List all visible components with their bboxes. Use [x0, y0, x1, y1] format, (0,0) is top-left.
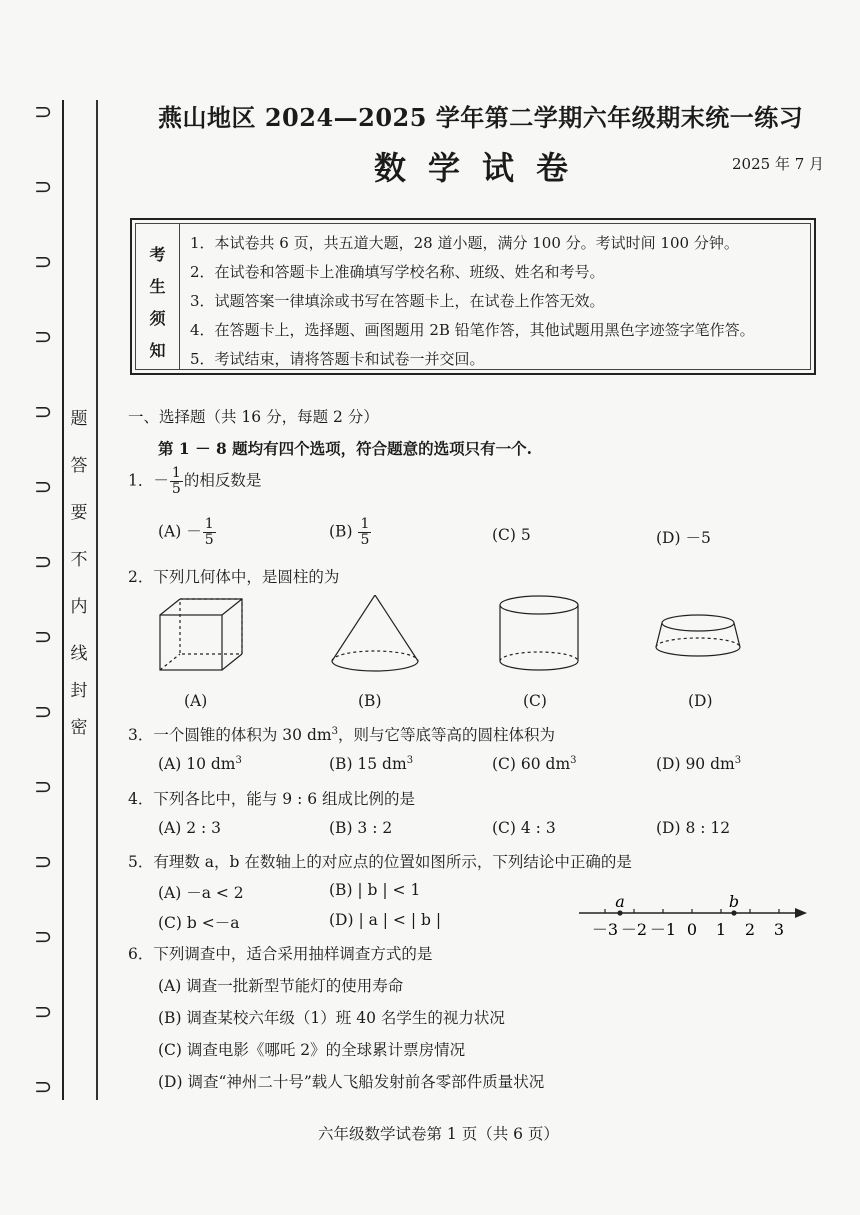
superscript: 3: [406, 755, 414, 766]
tick-label: 1: [715, 920, 727, 939]
question-1-stem: [128, 466, 261, 497]
notice-heading-char: 生: [149, 277, 166, 296]
cone-figure: [332, 595, 418, 671]
binding-hole-mark: ⊃: [34, 1000, 53, 1025]
notice-heading-char: 须: [149, 309, 166, 328]
question-4-stem: 4．下列各比中，能与 9 : 6 组成比例的是: [128, 790, 416, 808]
notice-item: 4．在答题卡上，选择题、画图题用 2B 铅笔作答，其他试题用黑色字迹签字笔作答。: [190, 321, 755, 339]
question-3-stem: [128, 723, 555, 745]
exam-subtitle: 数学试卷: [374, 149, 591, 187]
superscript: 3: [331, 725, 338, 737]
option-text: (D) 90 dm: [656, 755, 735, 774]
fraction-denominator: 5: [204, 532, 214, 548]
question-text: 的相反数是: [183, 471, 262, 490]
figure-label-a: (A): [184, 692, 208, 710]
minus-sign: －: [153, 471, 169, 490]
question-number: 1．: [128, 471, 154, 490]
binding-line-inner: [96, 100, 98, 1100]
q4-option-a: (A) 2 : 3: [158, 819, 222, 837]
binding-hole-mark: ⊃: [34, 925, 53, 950]
binding-hole-mark: ⊃: [34, 700, 53, 725]
q6-option-d: (D) 调查“神州二十号”载人飞船发射前各零部件质量状况: [158, 1073, 545, 1091]
number-line: [575, 893, 815, 943]
q3-option-d: [656, 755, 741, 773]
fraction-numerator: 1: [171, 465, 181, 481]
binding-hole-mark: ⊃: [34, 775, 53, 800]
minus-sign: －: [186, 522, 202, 541]
fraction: [203, 517, 216, 548]
exam-title: 燕山地区 2024—2025 学年第二学期六年级期末统一练习: [158, 103, 804, 132]
notice-heading-char: 考: [149, 245, 166, 264]
seal-char: 答: [70, 456, 88, 476]
geometry-figures: [150, 595, 770, 685]
binding-hole-mark: ⊃: [34, 400, 53, 425]
superscript: 3: [235, 755, 242, 766]
binding-hole-mark: ⊃: [34, 250, 53, 275]
figure-label-d: (D): [688, 692, 713, 710]
q5-option-d: (D) | a | < | b |: [329, 911, 442, 929]
notice-item: 5．考试结束，请将答题卡和试卷一并交回。: [190, 350, 485, 368]
notice-heading-char: 知: [149, 341, 166, 360]
binding-hole-mark: ⊃: [34, 325, 53, 350]
number-line-arrow: [795, 908, 807, 918]
notice-box: [130, 218, 816, 375]
superscript: 3: [734, 755, 742, 766]
binding-line-outer: [62, 100, 64, 1100]
q3-option-a: [158, 755, 242, 773]
q4-option-c: (C) 4 : 3: [492, 819, 556, 837]
section-instruction: 第 1 － 8 题均有四个选项，符合题意的选项只有一个.: [158, 439, 533, 458]
question-6-stem: 6．下列调查中，适合采用抽样调查方式的是: [128, 945, 433, 963]
binding-hole-mark: ⊃: [34, 175, 53, 200]
frustum-figure: [656, 615, 740, 656]
point-b-label: b: [728, 893, 740, 911]
number-line-labels: [592, 920, 784, 939]
seal-char: 不: [70, 550, 88, 570]
fraction: [358, 517, 371, 548]
point-a: [617, 910, 622, 915]
figure-label-b: (B): [358, 692, 382, 710]
fraction-numerator: 1: [360, 516, 370, 532]
seal-char: 要: [70, 503, 88, 523]
q1-option-d: (D) －5: [656, 529, 711, 547]
tick-label: 0: [686, 920, 698, 939]
q1-option-a: [158, 517, 217, 548]
seal-char: 线: [70, 644, 88, 664]
tick-label: 3: [773, 920, 785, 939]
q3-option-b: [329, 755, 413, 773]
binding-hole-mark: ⊃: [34, 100, 53, 125]
fraction-numerator: 1: [204, 516, 214, 532]
option-text: (C) 60 dm: [492, 755, 571, 774]
exam-date: 2025 年 7 月: [732, 155, 825, 173]
question-text: ，则与它等底等高的圆柱体积为: [337, 726, 555, 744]
notice-item: 3．试题答案一律填涂或书写在答题卡上，在试卷上作答无效。: [190, 292, 605, 310]
question-5-stem: 5．有理数 a，b 在数轴上的对应点的位置如图所示，下列结论中正确的是: [128, 853, 632, 871]
cylinder-figure: [500, 596, 578, 670]
fraction: [170, 466, 183, 497]
page-footer: 六年级数学试卷第 1 页（共 6 页）: [318, 1125, 559, 1143]
q3-option-c: [492, 755, 577, 773]
superscript: 3: [570, 755, 577, 766]
q5-option-a: (A) －a < 2: [158, 884, 244, 902]
tick-label: －3: [591, 920, 619, 939]
seal-char: 封: [70, 681, 88, 701]
tick-label: 2: [744, 920, 756, 939]
binding-hole-mark: ⊃: [34, 1075, 53, 1100]
point-a-label: a: [615, 893, 625, 911]
option-text: (B) 15 dm: [329, 755, 407, 774]
figure-label-c: (C): [523, 692, 547, 710]
q6-option-b: (B) 调查某校六年级（1）班 40 名学生的视力状况: [158, 1009, 505, 1027]
seal-char: 密: [70, 718, 88, 738]
binding-hole-mark: ⊃: [34, 550, 53, 575]
cube-figure: [160, 599, 242, 670]
fraction-denominator: 5: [171, 481, 181, 497]
option-label: (A): [158, 522, 182, 541]
seal-char: 题: [70, 409, 88, 429]
notice-item: 1．本试卷共 6 页，共五道大题，28 道小题，满分 100 分。考试时间 100 分钟。: [190, 234, 739, 252]
q1-option-b: [329, 517, 372, 548]
notice-item: 2．在试卷和答题卡上准确填写学校名称、班级、姓名和考号。: [190, 263, 605, 281]
q4-option-d: (D) 8 : 12: [656, 819, 731, 837]
q5-option-b: (B) | b | < 1: [329, 881, 421, 899]
question-text: 3．一个圆锥的体积为 30 dm: [128, 726, 332, 744]
section-title: 一、选择题（共 16 分，每题 2 分）: [128, 408, 379, 426]
binding-hole-mark: ⊃: [34, 475, 53, 500]
q1-option-c: (C) 5: [492, 526, 531, 544]
q4-option-b: (B) 3 : 2: [329, 819, 393, 837]
q6-option-a: (A) 调查一批新型节能灯的使用寿命: [158, 977, 404, 995]
question-2-stem: 2．下列几何体中，是圆柱的为: [128, 568, 340, 586]
tick-label: －2: [620, 920, 648, 939]
option-text: (A) 10 dm: [158, 755, 236, 774]
binding-hole-mark: ⊃: [34, 625, 53, 650]
tick-label: －1: [649, 920, 677, 939]
fraction-denominator: 5: [360, 532, 370, 548]
q6-option-c: (C) 调查电影《哪吒 2》的全球累计票房情况: [158, 1041, 466, 1059]
binding-hole-mark: ⊃: [34, 850, 53, 875]
q5-option-c: (C) b <－a: [158, 914, 240, 932]
point-b: [731, 910, 736, 915]
notice-heading: [136, 224, 180, 369]
seal-char: 内: [70, 597, 88, 617]
option-label: (B): [329, 522, 353, 541]
